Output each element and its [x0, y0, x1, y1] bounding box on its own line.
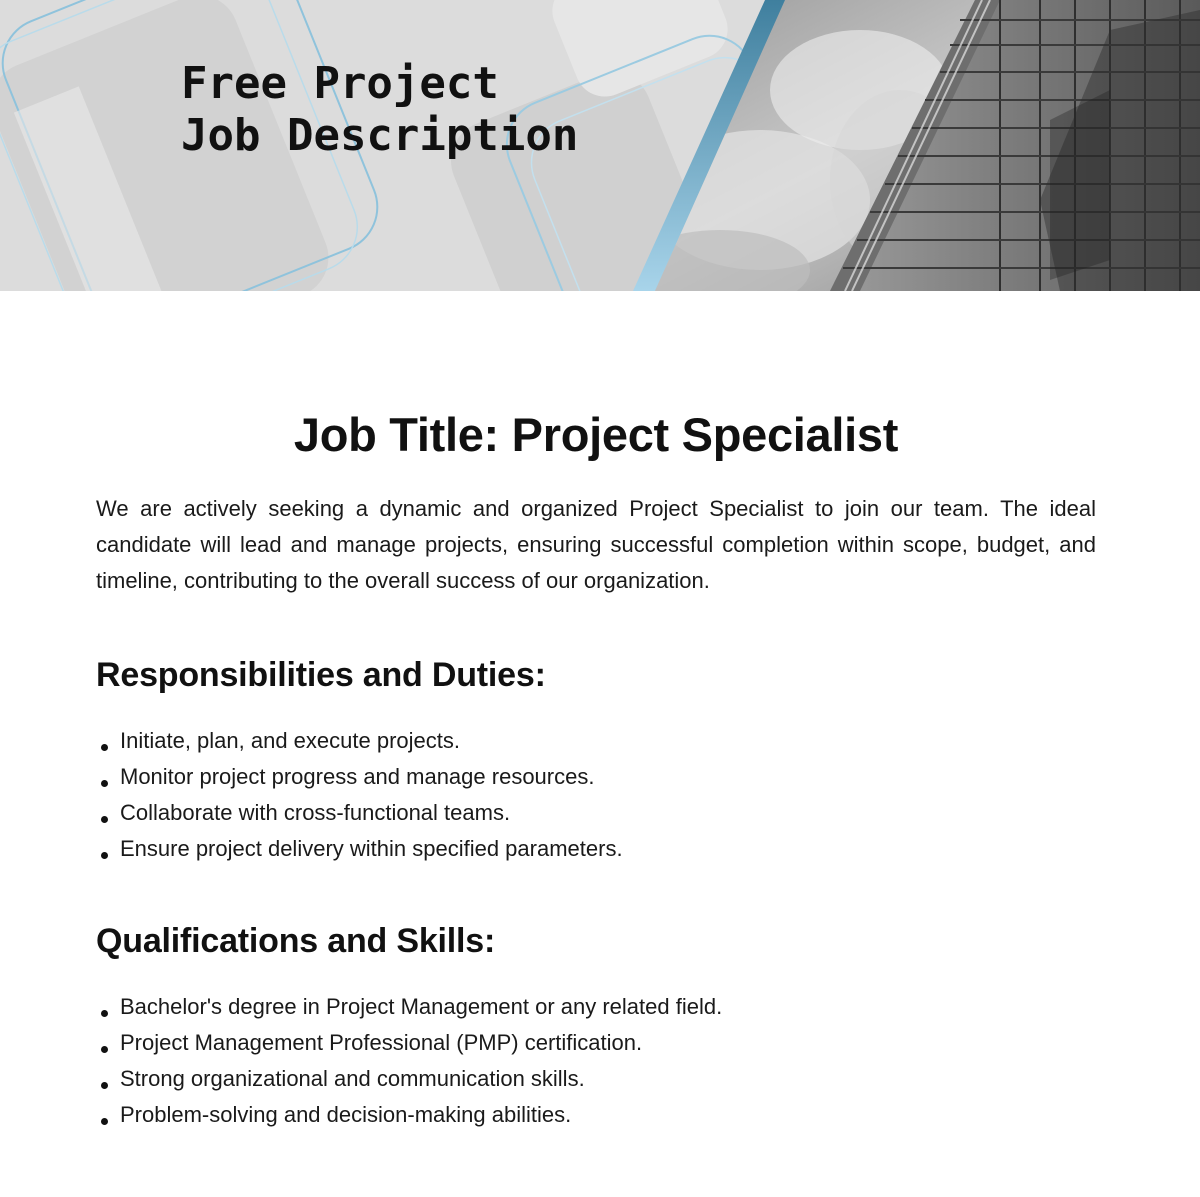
- responsibilities-heading: Responsibilities and Duties:: [96, 656, 546, 694]
- list-item: [96, 1097, 1096, 1133]
- qualifications-heading: Qualifications and Skills:: [96, 922, 496, 960]
- banner-title: [181, 58, 578, 162]
- bullet-icon: [101, 1082, 108, 1089]
- list-item-text: Monitor project progress and manage resources.: [120, 764, 595, 789]
- responsibilities-list: [96, 723, 1096, 867]
- main-content: [96, 405, 1096, 1133]
- job-title: Job Title: Project Specialist: [293, 408, 899, 461]
- bullet-icon: [101, 816, 108, 823]
- bullet-icon: [101, 1010, 108, 1017]
- list-item: [96, 989, 1096, 1025]
- list-item: [96, 759, 1096, 795]
- list-item-text: Project Management Professional (PMP) certification.: [120, 1030, 643, 1055]
- job-intro-paragraph: We are actively seeking a dynamic and organized Project Specialist to join our team. The ideal candidate will lead and manage projects, ensuring successful completion within scope, budget, and timeline, contributing to the overall success of our organization.: [96, 496, 1096, 593]
- bullet-icon: [101, 1046, 108, 1053]
- list-item: [96, 1025, 1096, 1061]
- banner-title-line-1: Free Project: [181, 58, 499, 109]
- qualifications-list: [96, 989, 1096, 1133]
- bullet-icon: [101, 1118, 108, 1125]
- list-item-text: Ensure project delivery within specified parameters.: [120, 836, 623, 861]
- bullet-icon: [101, 744, 108, 751]
- list-item-text: Problem-solving and decision-making abilities.: [120, 1102, 572, 1127]
- list-item-text: Initiate, plan, and execute projects.: [120, 728, 460, 753]
- header-banner: [0, 0, 1200, 291]
- list-item: [96, 1061, 1096, 1097]
- bullet-icon: [101, 852, 108, 859]
- list-item-text: Strong organizational and communication skills.: [120, 1066, 585, 1091]
- list-item-text: Bachelor's degree in Project Management or any related field.: [120, 994, 723, 1019]
- list-item: [96, 723, 1096, 759]
- banner-artwork: [0, 0, 1200, 291]
- list-item: [96, 795, 1096, 831]
- banner-title-line-2: Job Description: [181, 110, 579, 161]
- list-item-text: Collaborate with cross-functional teams.: [120, 800, 511, 825]
- list-item: [96, 831, 1096, 867]
- bullet-icon: [101, 780, 108, 787]
